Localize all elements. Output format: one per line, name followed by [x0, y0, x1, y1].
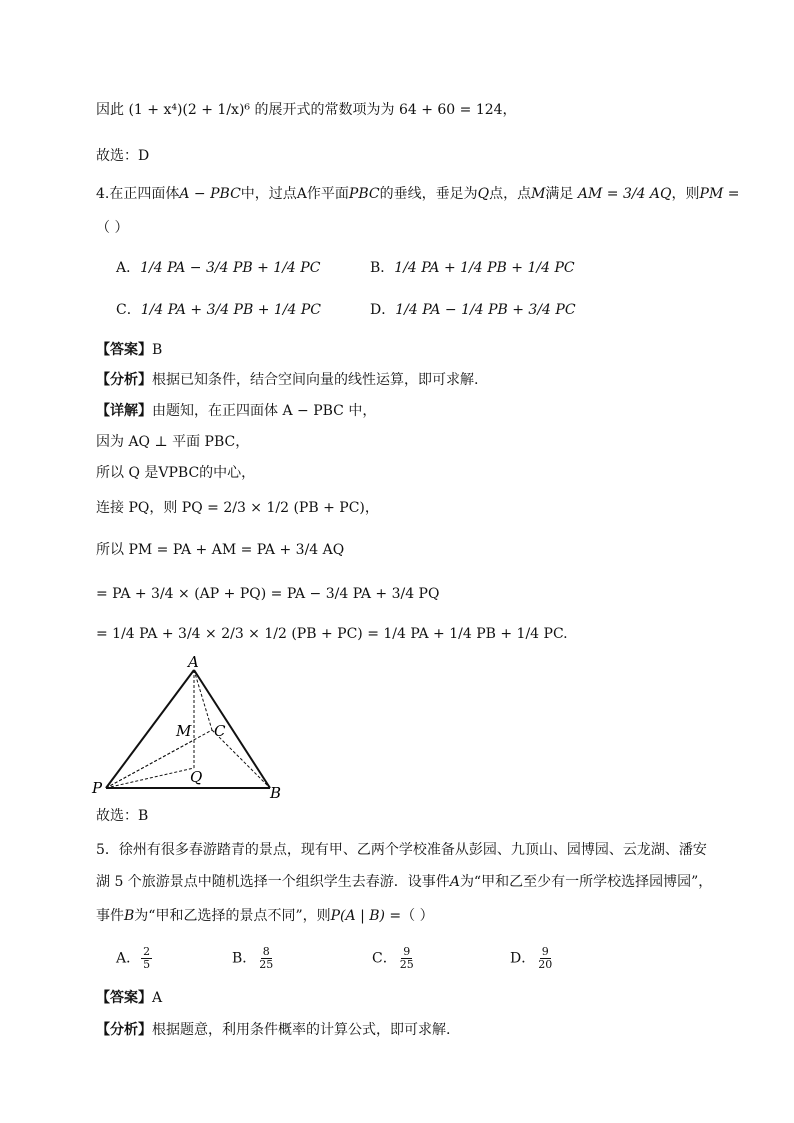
- intro-prefix: 因此: [96, 102, 124, 118]
- q5-paren: （ ）: [401, 908, 434, 924]
- edge-ab: [194, 670, 270, 788]
- q5-answer-value: A: [152, 990, 163, 1006]
- q4-stem-e: 满足: [545, 186, 574, 202]
- q5-prob: P(A | B) =: [330, 908, 402, 924]
- q5-line-2: [96, 872, 712, 892]
- q4-answer: [96, 340, 162, 360]
- q4-stem-c: 的垂线，垂足为: [379, 186, 478, 202]
- q4-answer-tag: 【答案】: [96, 342, 152, 358]
- q5-option-c-label: C．: [372, 950, 397, 967]
- q4-conclusion: 故选：B: [96, 808, 149, 824]
- label-a: A: [188, 653, 199, 671]
- q4-option-c-text: 1/4 PA + 3/4 PB + 1/4 PC: [140, 302, 322, 318]
- prev-answer: 故选：D: [96, 148, 150, 164]
- q5-option-c-frac: [398, 946, 416, 971]
- q4-detail-7: = 1/4 PA + 3/4 × 2/3 × 1/2 (PB + PC) = 1/4 PA + 1/4 PB + 1/4 PC.: [96, 626, 568, 642]
- q4-answer-value: B: [152, 342, 163, 358]
- q4-detail-6: = PA + 3/4 × (AP + PQ) = PA − 3/4 PA + 3/4 PQ: [96, 586, 440, 602]
- q5-answer-tag: 【答案】: [96, 990, 152, 1006]
- q4-detail-1: [96, 401, 376, 421]
- tetrahedron-figure: [90, 652, 290, 802]
- q4-detail-4: 连接 PQ，则 PQ = 2/3 × 1/2 (PB + PC)，: [96, 500, 379, 516]
- q4-option-a-label: A．: [116, 260, 141, 276]
- q5-option-d-num: 9: [541, 945, 549, 958]
- q4-stem-a: 4.在正四面体: [96, 186, 180, 202]
- q5-line-1: 5．徐州有很多春游踏青的景点，现有甲、乙两个学校准备从彭园、九顶山、园博园、云龙湖、潘安: [96, 842, 707, 858]
- q5-analysis-text: 根据题意，利用条件概率的计算公式，即可求解.: [152, 1022, 451, 1038]
- segment-pm: [106, 740, 194, 788]
- q4-stem: [96, 184, 739, 204]
- q5-option-a-label: A．: [116, 950, 141, 967]
- q5-line-3b: 为“甲和乙选择的景点不同”，则: [134, 908, 331, 924]
- q5-option-d[interactable]: [510, 946, 555, 971]
- q5-line-3: [96, 906, 434, 926]
- q4-condition: AM = 3/4 AQ: [577, 186, 672, 202]
- q5-option-b[interactable]: [232, 946, 276, 971]
- q4-option-a[interactable]: [116, 258, 320, 278]
- q4-pm: PM =: [699, 186, 740, 202]
- q4-option-c-label: C．: [116, 302, 141, 318]
- intro-result: 64 + 60 = 124，: [398, 102, 517, 118]
- label-c: C: [214, 722, 226, 740]
- q5-option-d-frac: [536, 946, 554, 971]
- q5-option-a-den: 5: [143, 958, 151, 971]
- q4-option-c[interactable]: [116, 300, 321, 320]
- intro-suffix: 的展开式的常数项为为: [254, 102, 395, 118]
- q5-event-a: A: [449, 874, 460, 890]
- q5-option-a-frac: [141, 946, 152, 971]
- q4-option-d[interactable]: [370, 300, 576, 320]
- label-m: M: [176, 722, 192, 740]
- q4-detail-tag: 【详解】: [96, 403, 152, 419]
- q4-m-point: M: [531, 186, 546, 202]
- q4-tetra: A − PBC: [179, 186, 241, 202]
- q4-plane: PBC: [348, 186, 380, 202]
- q5-event-b: B: [124, 908, 135, 924]
- q5-option-c[interactable]: [372, 946, 417, 971]
- q5-option-d-label: D．: [510, 950, 536, 967]
- q4-q-point: Q: [477, 186, 490, 202]
- q5-option-c-num: 9: [403, 945, 411, 958]
- q5-answer: [96, 988, 162, 1008]
- q5-option-b-den: 25: [259, 958, 274, 971]
- q4-detail-3: 所以 Q 是VPBC的中心，: [96, 465, 256, 481]
- q4-stem-b: 中，过点A作平面: [240, 186, 349, 202]
- q5-option-a-num: 2: [143, 945, 151, 958]
- q4-option-d-label: D．: [370, 302, 396, 318]
- q5-option-b-num: 8: [262, 945, 270, 958]
- q4-stem-f: ，则: [671, 186, 700, 202]
- label-q: Q: [190, 768, 203, 786]
- q5-line-3a: 事件: [96, 908, 124, 924]
- q4-detail-5: 所以 PM = PA + AM = PA + 3/4 AQ: [96, 542, 345, 558]
- q5-analysis-tag: 【分析】: [96, 1022, 152, 1038]
- q5-option-b-label: B．: [232, 950, 257, 967]
- q4-option-d-text: 1/4 PA − 1/4 PB + 3/4 PC: [395, 302, 576, 318]
- q5-option-c-den: 25: [399, 958, 414, 971]
- label-p: P: [92, 779, 103, 797]
- edge-ac: [194, 670, 212, 730]
- q4-option-b-text: 1/4 PA + 1/4 PB + 1/4 PC: [394, 260, 575, 276]
- q5-option-b-frac: [257, 946, 275, 971]
- q4-option-a-text: 1/4 PA − 3/4 PB + 1/4 PC: [140, 260, 321, 276]
- q5-line-2b: 为“甲和乙至少有一所学校选择园博园”，: [459, 874, 713, 890]
- q4-analysis-text: 根据已知条件，结合空间向量的线性运算，即可求解.: [152, 372, 479, 388]
- q4-stem-d: 点，点: [489, 186, 532, 202]
- intro-line: [96, 100, 517, 120]
- q4-paren: （ ）: [96, 220, 129, 236]
- q5-analysis: [96, 1020, 450, 1040]
- q5-line-2a: 湖 5 个旅游景点中随机选择一个组织学生去春游．设事件: [96, 874, 450, 890]
- q4-analysis-tag: 【分析】: [96, 372, 152, 388]
- intro-expression: (1 + x⁴)(2 + 1/x)⁶: [128, 102, 251, 118]
- q4-analysis: [96, 370, 478, 390]
- label-b: B: [270, 784, 282, 802]
- q5-option-a[interactable]: [116, 946, 153, 971]
- q4-detail-2: 因为 AQ ⊥ 平面 PBC，: [96, 434, 250, 450]
- q4-option-b-label: B．: [370, 260, 395, 276]
- q5-option-d-den: 20: [538, 958, 553, 971]
- q4-detail-1-text: 由题知，在正四面体 A − PBC 中，: [152, 403, 377, 419]
- q4-option-b[interactable]: [370, 258, 575, 278]
